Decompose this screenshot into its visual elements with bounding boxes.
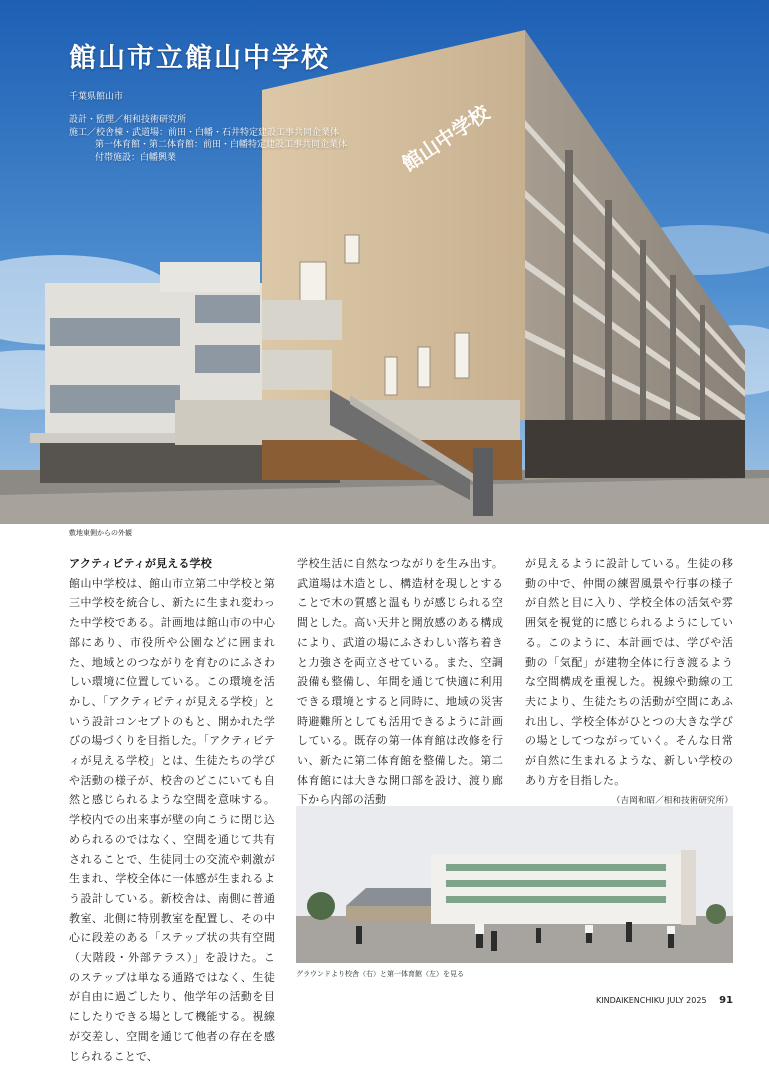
article-heading: アクティビティが見える学校 (69, 557, 212, 570)
hero-title-block (69, 36, 347, 164)
author-signature: （吉岡和昭／相和技術研究所） (611, 796, 733, 807)
article-column-3 (525, 554, 733, 812)
article-column-1-text: 館山中学校は、館山市立第二中学校と第三中学校を統合し、新たに生まれ変わった中学校である。計画地は館山市の中心部にあり、市役所や公園などに囲まれた、地域とのつながりを育むのにふさわしい環境に位置している。この環境を活かし、「アクティビティが見える学校」という設計コンセプトのもと、開かれた学びの場づくりを目指した。「アクティビティが見える学校」とは、生徒たちの学びや活動の様子が、校舎のどこにいても自然と感じられるような空間を意味する。学校内での出来事が壁の向こうに閉じ込められるのではなく、空間を通じて共有されることで、生徒同士の交流や刺激が生まれ、学校全体に一体感が生まれるよう設計している。新校舎は、南側に普通教室、北側に特別教室を配置し、その中心に段差のある「ステップ状の共有空間（大階段・外部テラス）」を設けた。このステップは単なる通路ではなく、生徒が自由に過ごしたり、他学年の活動を目にしたりできる場として機能する。視線が交差し、空間を通じて他者の存在を感じられることで、 (69, 576, 275, 1063)
location-text: 千葉県館山市 (69, 92, 124, 102)
credit-design: 設計・監理／相和技術研究所 (69, 115, 187, 125)
school-name-title: 館山市立館山中学校 (69, 43, 330, 74)
photo2-caption: グラウンドより校舎（右）と第一体育館（左）を見る (296, 970, 464, 978)
photo1-caption: 敷地東側からの外観 (69, 529, 132, 537)
credits-list (69, 114, 347, 164)
ground-photo (296, 806, 733, 963)
article-column-1 (69, 554, 275, 1066)
schoolyard-photo (296, 806, 733, 963)
page-footer (596, 995, 733, 1006)
credit-gymnasium: 第一体育館・第二体育館：前田・白幡特定建設工事共同企業体 (95, 140, 348, 150)
page-number: 91 (719, 995, 733, 1006)
hero-photo (0, 0, 769, 524)
article-column-3-text: が見えるように設計している。生徒の移動の中で、仲間の練習風景や行事の様子が自然と目に入り、学校全体の活気や雰囲気を視覚的に感じられるようにしている。このように、本計画では、学びや活動の「気配」が建物全体に行き渡るような空間構成を重視した。視線や動線の工夫により、生徒たちの活動が空間にあふれ出し、学校全体がひとつの大きな学びの場としてつながっていく。そんな日常が自然に生まれるような、新しい学校のあり方を目指した。 (525, 557, 733, 787)
credit-construction: 施工／校舎棟・武道場：前田・白幡・石井特定建設工事共同企業体 (69, 127, 340, 138)
magazine-name: KINDAIKENCHIKU JULY 2025 (596, 996, 707, 1005)
article-column-2 (297, 554, 503, 810)
building-sign-logo: 館山中学校 (397, 100, 494, 177)
credit-facilities: 付帯施設：白幡興業 (95, 152, 177, 163)
article-column-2-text: 学校生活に自然なつながりを生み出す。武道場は木造とし、構造材を現しとすることで木の質感と温もりが感じられる空間とした。高い天井と開放感のある構成により、武道の場にふさわしい落ち着きと力強さを両立させている。また、空調設備も整備し、年間を通じて快適に利用できる環境とすると同時に、地域の災害時避難所としても活用できるように計画している。既存の第一体育館は改修を行い、新たに第二体育館を整備した。第二体育館には大きな開口部を設け、渡り廊下から内部の活動 (297, 557, 503, 807)
